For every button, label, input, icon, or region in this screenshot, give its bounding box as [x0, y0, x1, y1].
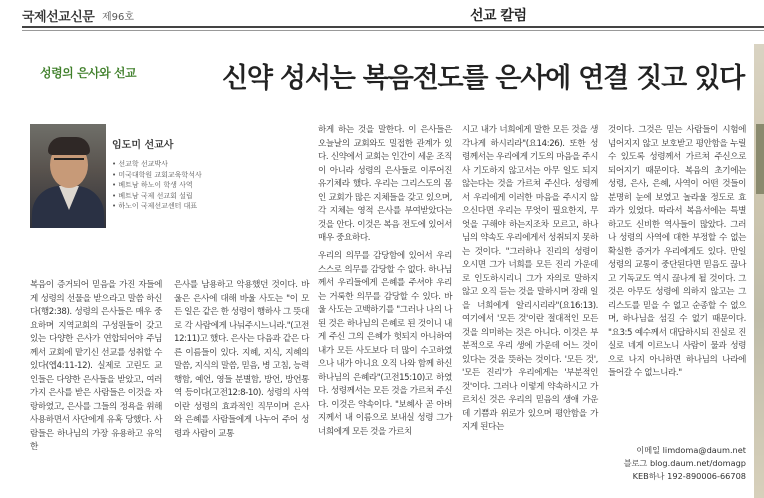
article-column-4	[462, 124, 598, 435]
top-rule	[22, 26, 764, 28]
contact-bank: KEB하나 192-890006-66708	[632, 471, 746, 481]
masthead	[0, 0, 764, 30]
author-credential: • 선교학 선교박사	[112, 160, 168, 168]
article-column-3-top	[318, 124, 452, 246]
paragraph: 것이다. 그것은 믿는 사람들이 시험에 넘어지지 않고 보호받고 평안함을 누릴 수 있도록 성령께서 가르쳐 주신으로 되어지기 때문이다. 복음의 초기에는 성령, 은사, 은혜, 사역이 어떤 것들이 분명히 눈에 보였고 놀라울 정도로 효과가 있었다. 따라서 복음서에는 특별하고도 신비한 역사들이 많았다. 그러나 성령의 사역에 대한 부정할 수 없는 확실한 증거가 우리에게도 있다. 만일 성령의 교통이 중단된다면 믿음도 끊나고 기독교도 역시 끊나게 될 것이다. 그것은 아무도 성령에 의하지 않고는 그리스도를 믿을 수 없고 순종할 수 없으며, 하나님을 섬길 수 없기 때문이다. "요3:5 예수께서 대답하시되 진실로 진실로 네게 이르노니 사람이 물과 성령으로 나지 아니하면 하나님의 나라에 들어갈 수 없느니라."	[608, 125, 746, 378]
contact-email: 이메일 limdoma@daum.net	[636, 445, 746, 455]
author-credential: • 베트남 하노이 학생 사역	[112, 181, 193, 189]
series-title: 성령의 은사와 선교	[40, 66, 137, 80]
newspaper-name: 국제선교신문	[22, 10, 95, 25]
paragraph: 복음이 증거되어 믿음을 가진 자들에게 성령의 선물을 받으라고 말씀 하신다(행2:38). 성령의 은사들은 매우 중요하며 지역교회의 구성원들이 갖고 있는 다양한 은사가 연합되어야 주님께서 교회에 맡기신 선교를 성취할 수 있다(엡4:11-12). 실제로 고린도 교인들은 다양한 은사들을 받았고, 여러가지 은사를 받은 사람들은 이것을 자랑하였고, 은사를 그들의 정욕을 위해 사용하면서 사단에게 유혹 당했다. 사람들은 하나님의 가장 유용하고 유익한	[30, 280, 162, 452]
article-column-1	[30, 279, 162, 455]
article-column-5	[608, 124, 746, 381]
issue-number: 제96호	[102, 12, 135, 23]
top-rule-thin	[22, 30, 764, 31]
paragraph: 은사를 남용하고 악용했던 것이다. 바울은 은사에 대해 바울 사도는 "이 모든 일은 같은 한 성령이 행하사 그 뜻대로 각 사람에게 나눠주시느니라."(고전12:11)고 했다. 은사는 다음과 같은 다른 이름들이 있다. 지혜, 지식, 지혜의 말씀, 지식의 말씀, 믿음, 병 고침, 능력 행함, 예언, 영들 분별함, 방언, 방언통역 등이다(고전12:8-10). 성령의 사역이란 성령의 효과적인 직무이며 은사와 은혜를 사람들에게 나누어 주어 성령과 사람이 교통	[174, 280, 309, 439]
section-title: 선교 칼럼	[470, 8, 527, 24]
author-photo	[30, 124, 106, 228]
article-column-2	[174, 279, 309, 441]
author-name: 임도미 선교사	[112, 140, 174, 151]
article-headline: 신약 성서는 복음전도를 은사에 연결 짓고 있다	[222, 63, 744, 94]
author-credential: • 베트남 국제 선교회 설립	[112, 191, 193, 200]
author-info	[112, 136, 212, 212]
paragraph: 시고 내가 너희에게 말한 모든 것을 생각나게 하시리라"(요14:26). 또한 성령께서는 우리에게 기도의 마음을 주시사 기도하지 않고서는 아무 일도 되지 않는다는 것을 가르쳐 주신다. 성령께서 우리에게 이러한 마음을 주시지 않으신다면 우리는 무엇이 필요한지, 무엇을 구해야 하는지조차 모르고, 하나님의 약속도 우리에게서 성취되지 못하는 것이다. "그러하나 진리의 성령이 오시면 그가 너희를 모든 진리 가운데로 인도하시리니 그가 자의로 말하지 않고 오직 듣는 것을 말하시며 장래 일을 너희에게 알리시리라"(요16:13). 여기에서 '모든 것'이란 절대적인 모든 것을 의미하는 것은 아니다. 이것은 부분적으로 우리 생에 가운데 어느 것이 있다는 것을 뜻하는 것이다. '모든 것', '모든 진리'가 우리에게는 '부분적인 것'이다. 그러나 이렇게 약속하시고 가르치신 것은 우리의 믿음의 생애 가운데 기쁨과 위로가 있으며 평안함을 가지게 된다는	[462, 125, 598, 432]
contact-info	[608, 444, 746, 483]
author-credential: • 미국대학원 교회교육학석사	[112, 170, 202, 179]
paragraph: 하게 하는 것을 말한다. 이 은사들은 오늘날의 교회와도 밀접한 관계가 있다. 신약에서 교회는 인간이 세운 조직이 아니라 성령의 은사들로 이루어진 유기체라 했다. 우리는 그리스도의 몸인 교회가 많은 지체들을 갖고 있으며, 각 지체는 영적 은사를 부여받았다는 것을 안다. 이것은 복음 전도에 있어서 매우 중요하다.	[318, 125, 452, 243]
adjacent-page-edge	[754, 44, 764, 498]
article-column-3-bottom	[318, 250, 452, 439]
adjacent-page-photo	[756, 124, 764, 194]
author-credential: • 하노이 국제선교센터 대표	[112, 202, 198, 210]
paragraph: 우리의 의무를 감당함에 있어서 우리 스스로 의무를 감당할 수 없다. 하나님께서 우리들에게 은혜를 주셔야 우리는 거룩한 의무를 감당할 수 있다. 바울 사도는 고백하기를 "그러나 나의 나 된 것은 하나님의 은혜로 된 것이니 내게 주신 그의 은혜가 헛되지 아니하여 내가 모든 사도보다 더 많이 수고하였으나 내가 아니요 오직 나와 함께 하신 하나님의 은혜라"(고전15:10)고 하였다. 성령께서는 모든 것을 가르쳐 주신다. 이것은 약속이다. "보혜사 곧 아버지께서 내 이름으로 보내실 성령 그가 너희에게 모든 것을 가르치	[318, 251, 452, 437]
contact-blog: 블로그 blog.daum.net/domagp	[623, 458, 746, 468]
